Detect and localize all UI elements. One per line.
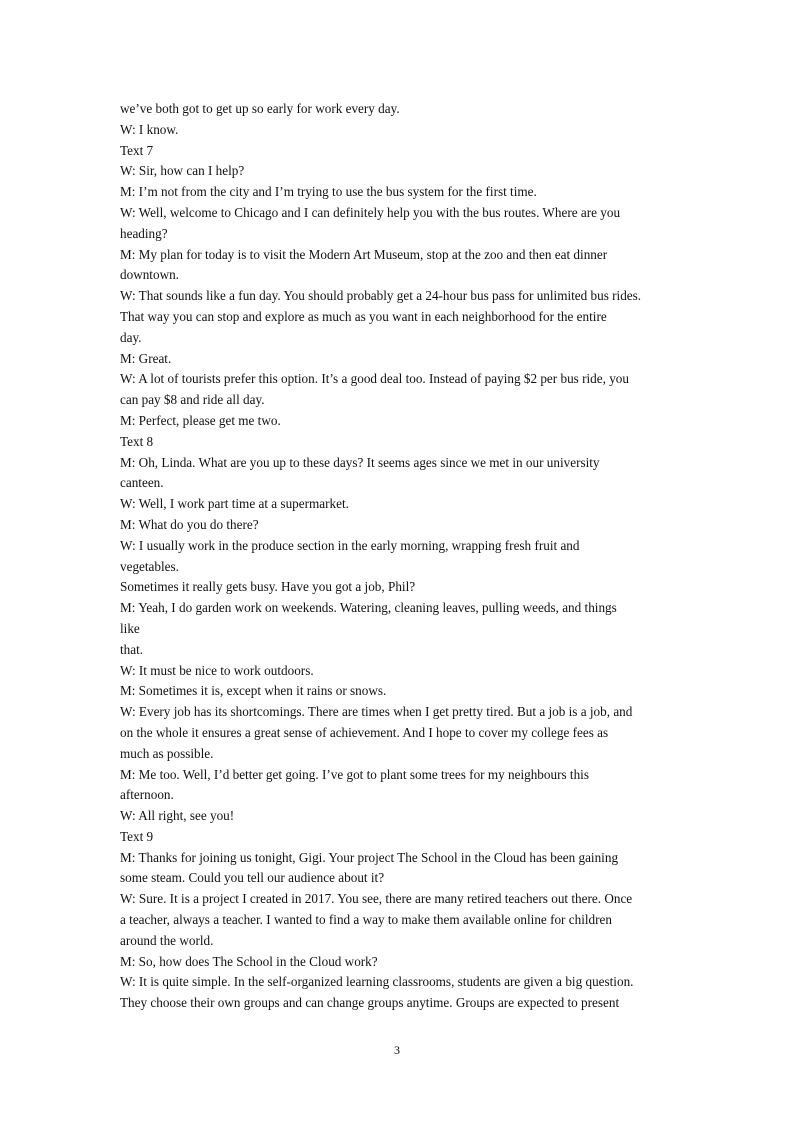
transcript-line: W: Well, I work part time at a supermarket.: [120, 496, 349, 512]
transcript-line: downtown.: [120, 267, 179, 283]
transcript-line: a teacher, always a teacher. I wanted to find a way to make them available online for children: [120, 912, 612, 928]
transcript-line: W: I usually work in the produce section in the early morning, wrapping fresh fruit and: [120, 537, 580, 553]
transcript-line: W: It must be nice to work outdoors.: [120, 662, 314, 678]
transcript-line: M: So, how does The School in the Cloud work?: [120, 953, 378, 969]
transcript-line: W: Well, welcome to Chicago and I can definitely help you with the bus routes. Where are you: [120, 204, 621, 220]
transcript-line: M: Oh, Linda. What are you up to these days? It seems ages since we met in our university: [120, 454, 600, 470]
transcript-line: Text 9: [120, 828, 154, 844]
transcript-line: on the whole it ensures a great sense of achievement. And I hope to cover my college fees as: [120, 724, 609, 740]
transcript-line: M: My plan for today is to visit the Modern Art Museum, stop at the zoo and then eat dinner: [120, 246, 608, 262]
transcript-line: heading?: [120, 225, 168, 241]
transcript-line: around the world.: [120, 932, 214, 948]
transcript-line: we’ve both got to get up so early for work every day.: [120, 101, 400, 116]
transcript-line: Text 7: [120, 142, 154, 158]
transcript-line: some steam. Could you tell our audience about it?: [120, 870, 385, 886]
transcript-line: M: Sometimes it is, except when it rains or snows.: [120, 683, 387, 699]
transcript-line: vegetables.: [120, 558, 179, 574]
page-number: 3: [394, 1043, 400, 1057]
transcript-line: W: All right, see you!: [120, 808, 235, 824]
transcript-line: M: Perfect, please get me two.: [120, 412, 281, 428]
transcript-line: like: [120, 620, 140, 636]
transcript-line: They choose their own groups and can change groups anytime. Groups are expected to present: [120, 995, 620, 1011]
transcript-line: M: Yeah, I do garden work on weekends. Watering, cleaning leaves, pulling weeds, and things: [120, 600, 617, 616]
transcript-line: That way you can stop and explore as much as you want in each neighborhood for the entire: [120, 308, 607, 324]
transcript-text: [120, 99, 690, 1014]
transcript-line: W: Sure. It is a project I created in 2017. You see, there are many retired teachers out there. Once: [120, 891, 633, 907]
transcript-line: Text 8: [120, 433, 154, 449]
transcript-line: W: That sounds like a fun day. You should probably get a 24-hour bus pass for unlimited bus rides.: [120, 288, 642, 304]
transcript-line: M: What do you do there?: [120, 516, 259, 532]
transcript-line: W: It is quite simple. In the self-organized learning classrooms, students are given a big question.: [120, 974, 634, 990]
transcript-line: that.: [120, 641, 144, 657]
transcript-line: day.: [120, 329, 142, 345]
transcript-line: M: Great.: [120, 350, 172, 366]
transcript-line: canteen.: [120, 475, 164, 491]
transcript-line: W: Every job has its shortcomings. There are times when I get pretty tired. But a job is a job, and: [120, 704, 633, 720]
transcript-line: M: Thanks for joining us tonight, Gigi. Your project The School in the Cloud has been gaining: [120, 849, 619, 865]
transcript-line: afternoon.: [120, 787, 174, 803]
transcript-line: Sometimes it really gets busy. Have you got a job, Phil?: [120, 579, 416, 595]
transcript-line: W: Sir, how can I help?: [120, 163, 245, 179]
transcript-line: much as possible.: [120, 745, 214, 761]
transcript-line: M: Me too. Well, I’d better get going. I’ve got to plant some trees for my neighbours this: [120, 766, 589, 782]
transcript-line: W: A lot of tourists prefer this option. It’s a good deal too. Instead of paying $2 per bus ride, you: [120, 371, 629, 387]
transcript-line: W: I know.: [120, 121, 179, 137]
transcript-line: can pay $8 and ride all day.: [120, 392, 265, 408]
transcript-line: M: I’m not from the city and I’m trying to use the bus system for the first time.: [120, 184, 537, 200]
